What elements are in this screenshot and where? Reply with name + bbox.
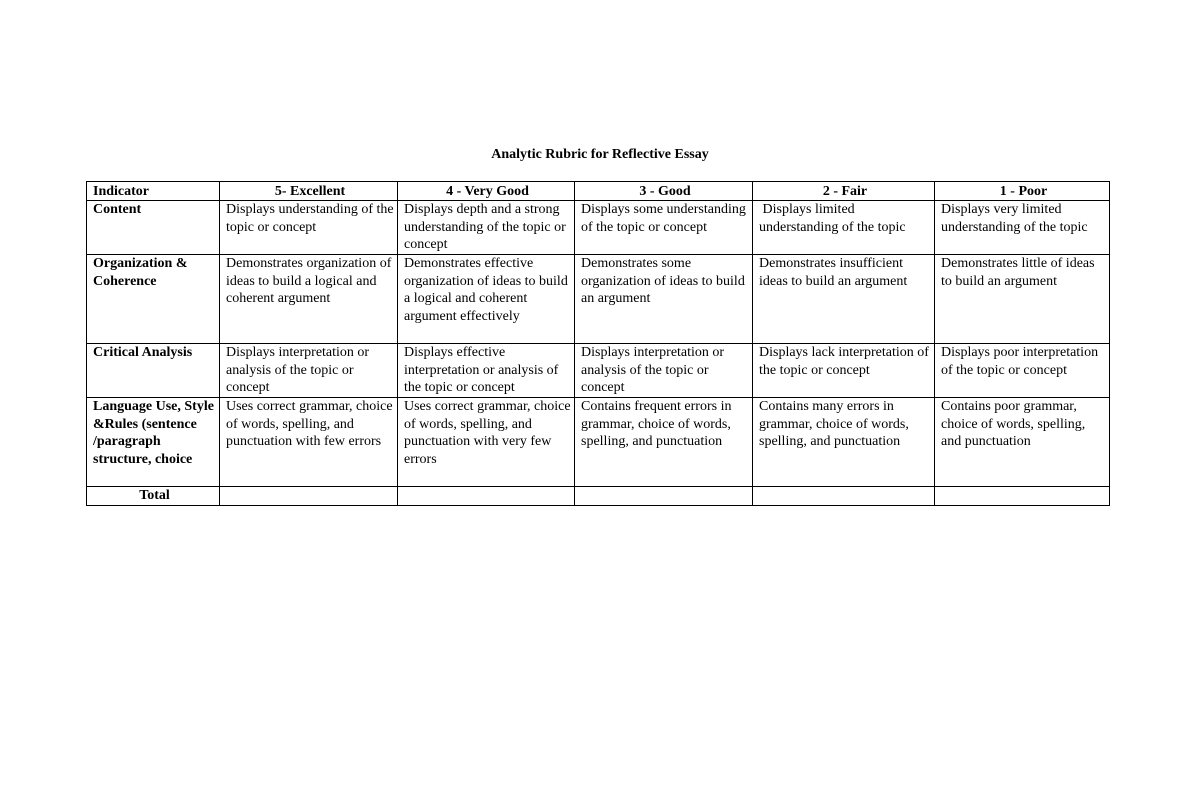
rubric-cell: Uses correct grammar, choice of words, spelling, and punctuation with very few errors bbox=[398, 398, 575, 487]
rubric-cell: Displays effective interpretation or analysis of the topic or concept bbox=[398, 344, 575, 398]
rubric-cell: Displays understanding of the topic or concept bbox=[220, 201, 398, 255]
rubric-row-content bbox=[87, 201, 1110, 255]
total-cell-very-good bbox=[398, 487, 575, 505]
rubric-cell: Demonstrates organization of ideas to build a logical and coherent argument bbox=[220, 255, 398, 344]
rubric-cell: Demonstrates little of ideas to build an argument bbox=[935, 255, 1110, 344]
rubric-cell: Displays very limited understanding of the topic bbox=[935, 201, 1110, 255]
column-header-excellent: 5- Excellent bbox=[220, 182, 398, 201]
rubric-cell: Contains poor grammar, choice of words, spelling, and punctuation bbox=[935, 398, 1110, 487]
rubric-cell: Displays lack interpretation of the topic or concept bbox=[753, 344, 935, 398]
indicator-total: Total bbox=[87, 487, 220, 505]
rubric-cell: Contains many errors in grammar, choice of words, spelling, and punctuation bbox=[753, 398, 935, 487]
rubric-cell: Displays limited understanding of the topic bbox=[753, 201, 935, 255]
rubric-row-total bbox=[87, 487, 1110, 505]
total-cell-excellent bbox=[220, 487, 398, 505]
rubric-cell: Demonstrates some organization of ideas to build an argument bbox=[575, 255, 753, 344]
rubric-table bbox=[86, 181, 1110, 506]
column-header-fair: 2 - Fair bbox=[753, 182, 935, 201]
document-title: Analytic Rubric for Reflective Essay bbox=[491, 147, 709, 162]
rubric-cell: Displays poor interpretation of the topic or concept bbox=[935, 344, 1110, 398]
rubric-cell: Displays some understanding of the topic or concept bbox=[575, 201, 753, 255]
column-header-indicator: Indicator bbox=[87, 182, 220, 201]
rubric-row-language-use bbox=[87, 398, 1110, 487]
indicator-critical-analysis: Critical Analysis bbox=[87, 344, 220, 398]
rubric-row-organization bbox=[87, 255, 1110, 344]
rubric-cell: Displays interpretation or analysis of the topic or concept bbox=[220, 344, 398, 398]
indicator-language-use: Language Use, Style &Rules (sentence /paragraph structure, choice bbox=[87, 398, 220, 487]
total-cell-good bbox=[575, 487, 753, 505]
total-cell-poor bbox=[935, 487, 1110, 505]
total-cell-fair bbox=[753, 487, 935, 505]
rubric-row-critical-analysis bbox=[87, 344, 1110, 398]
indicator-content: Content bbox=[87, 201, 220, 255]
column-header-good: 3 - Good bbox=[575, 182, 753, 201]
rubric-cell: Displays interpretation or analysis of the topic or concept bbox=[575, 344, 753, 398]
rubric-cell: Displays depth and a strong understanding of the topic or concept bbox=[398, 201, 575, 255]
rubric-cell: Uses correct grammar, choice of words, spelling, and punctuation with few errors bbox=[220, 398, 398, 487]
column-header-very-good: 4 - Very Good bbox=[398, 182, 575, 201]
rubric-cell: Demonstrates insufficient ideas to build an argument bbox=[753, 255, 935, 344]
rubric-cell: Demonstrates effective organization of ideas to build a logical and coherent argument effectively bbox=[398, 255, 575, 344]
column-header-poor: 1 - Poor bbox=[935, 182, 1110, 201]
header-row bbox=[87, 182, 1110, 201]
rubric-cell: Contains frequent errors in grammar, choice of words, spelling, and punctuation bbox=[575, 398, 753, 487]
indicator-organization: Organization & Coherence bbox=[87, 255, 220, 344]
